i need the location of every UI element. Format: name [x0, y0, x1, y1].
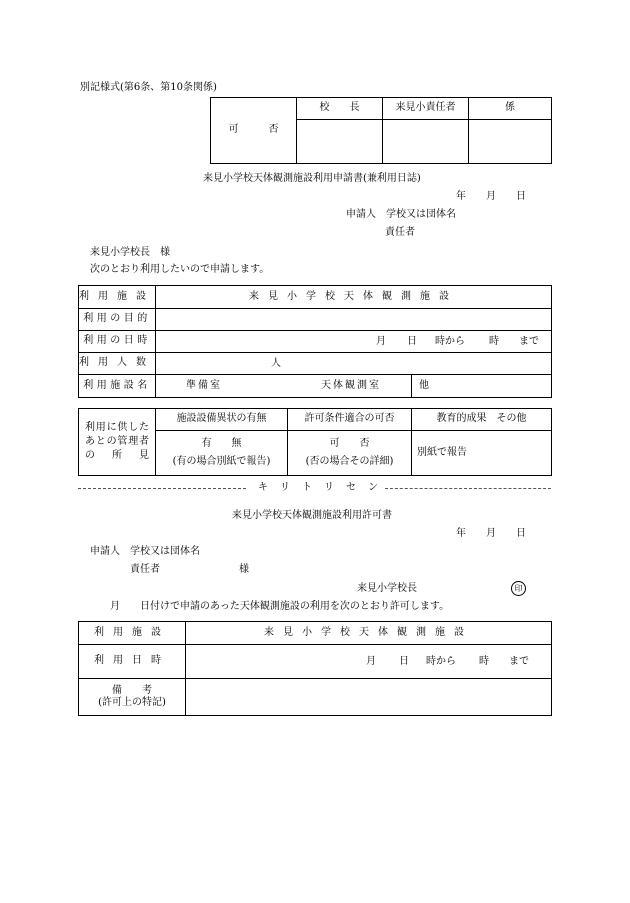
dt-from: 時から	[435, 336, 465, 347]
pdt-day: 日	[399, 656, 409, 667]
approval-header-staff: 係	[469, 98, 552, 120]
permit-datetime-field[interactable]	[186, 645, 552, 679]
approval-header-responsible: 来見小責任者	[383, 98, 469, 120]
people-field[interactable]	[156, 353, 552, 375]
equipment-note: (有の場合別紙で報告)	[172, 456, 271, 467]
outcome-cell[interactable]	[412, 431, 552, 476]
col-header-outcome: 教育的成果 その他	[412, 409, 552, 431]
equipment-cell[interactable]	[156, 431, 288, 476]
facility-divider	[411, 375, 412, 398]
approval-header-principal: 校 長	[297, 98, 383, 120]
row-label-people: 利用人数	[79, 353, 156, 375]
col-header-equipment: 施設設備異状の有無	[156, 409, 288, 431]
form-reference: 別記様式(第6条、第10条関係)	[80, 82, 217, 93]
permit-table	[78, 621, 552, 716]
approval-table	[210, 97, 552, 164]
applicant-org-label: 申請人 学校又は団体名	[346, 209, 456, 220]
datetime-field[interactable]	[156, 331, 552, 353]
approval-stamp-principal[interactable]	[297, 120, 383, 164]
manager-label-text: 利用に供したあとの管理者の所見	[85, 422, 149, 461]
permit-responsible-label: 責任者	[130, 564, 160, 575]
permit-body: 月 日付けで申請のあった天体観測施設の利用を次のとおり許可します。	[110, 601, 450, 612]
permit-title: 来見小学校天体観測施設利用許可書	[232, 510, 392, 521]
conditions-note: (否の場合その詳細)	[305, 456, 394, 467]
cutline-right	[385, 488, 551, 489]
responsible-label: 責任者	[385, 227, 415, 238]
approval-stamp-responsible[interactable]	[383, 120, 469, 164]
permit-sama: 様	[239, 564, 249, 575]
permit-row-label-datetime: 利用日時	[79, 645, 186, 679]
facility-prep-room[interactable]: 準備室	[186, 380, 222, 391]
approval-label: 可 否	[211, 98, 297, 164]
row-label-facility-name: 利用施設名	[79, 375, 156, 398]
facility-observation-room[interactable]: 天体観測室	[321, 380, 381, 391]
row-label-datetime: 利用の日時	[79, 331, 156, 353]
row-label-purpose: 利用の目的	[79, 309, 156, 331]
pdt-from: 時から	[426, 656, 456, 667]
purpose-field[interactable]	[156, 309, 552, 331]
permit-applicant-label: 申請人 学校又は団体名	[90, 546, 200, 557]
seal-icon: 印	[511, 581, 526, 596]
application-table	[78, 285, 552, 398]
pdt-month: 月	[366, 656, 376, 667]
dt-to: 時	[489, 336, 499, 347]
pdt-until: まで	[509, 656, 529, 667]
manager-table	[78, 408, 552, 476]
col-header-conditions: 許可条件適合の可否	[288, 409, 412, 431]
outcome-value: 別紙で報告	[417, 446, 467, 458]
manager-label	[79, 409, 156, 476]
equipment-value: 有 無	[201, 437, 242, 449]
addressee: 来見小学校長 様	[90, 247, 170, 258]
remarks-label: 備 考	[112, 684, 152, 696]
permit-date: 年 月 日	[456, 528, 526, 539]
people-unit: 人	[271, 358, 281, 369]
dt-until: まで	[519, 336, 539, 347]
permit-row-label-facility: 利用施設	[79, 622, 186, 645]
cutline-left	[78, 488, 246, 489]
row-label-facility: 利用施設	[79, 286, 156, 309]
permit-facility-value: 来見小学校天体観測施設	[186, 622, 552, 645]
application-title: 来見小学校天体観測施設利用申請書(兼利用日誌)	[203, 173, 421, 184]
permit-principal: 来見小学校長	[357, 583, 417, 594]
cutline-text: キ リ ト リ セ ン	[258, 482, 379, 493]
dt-day: 日	[407, 336, 417, 347]
conditions-cell[interactable]	[288, 431, 412, 476]
application-intro: 次のとおり利用したいので申請します。	[90, 264, 270, 275]
application-date: 年 月 日	[456, 191, 526, 202]
facility-other[interactable]: 他	[419, 380, 429, 391]
remarks-field[interactable]	[186, 679, 552, 716]
dt-month: 月	[376, 336, 386, 347]
permit-row-label-remarks	[79, 679, 186, 716]
facility-value: 来見小学校天体観測施設	[156, 286, 552, 309]
facility-name-field	[156, 375, 552, 398]
pdt-to: 時	[479, 656, 489, 667]
conditions-value: 可 否	[329, 437, 370, 449]
remarks-sub: (許可上の特記)	[98, 697, 166, 708]
approval-stamp-staff[interactable]	[469, 120, 552, 164]
